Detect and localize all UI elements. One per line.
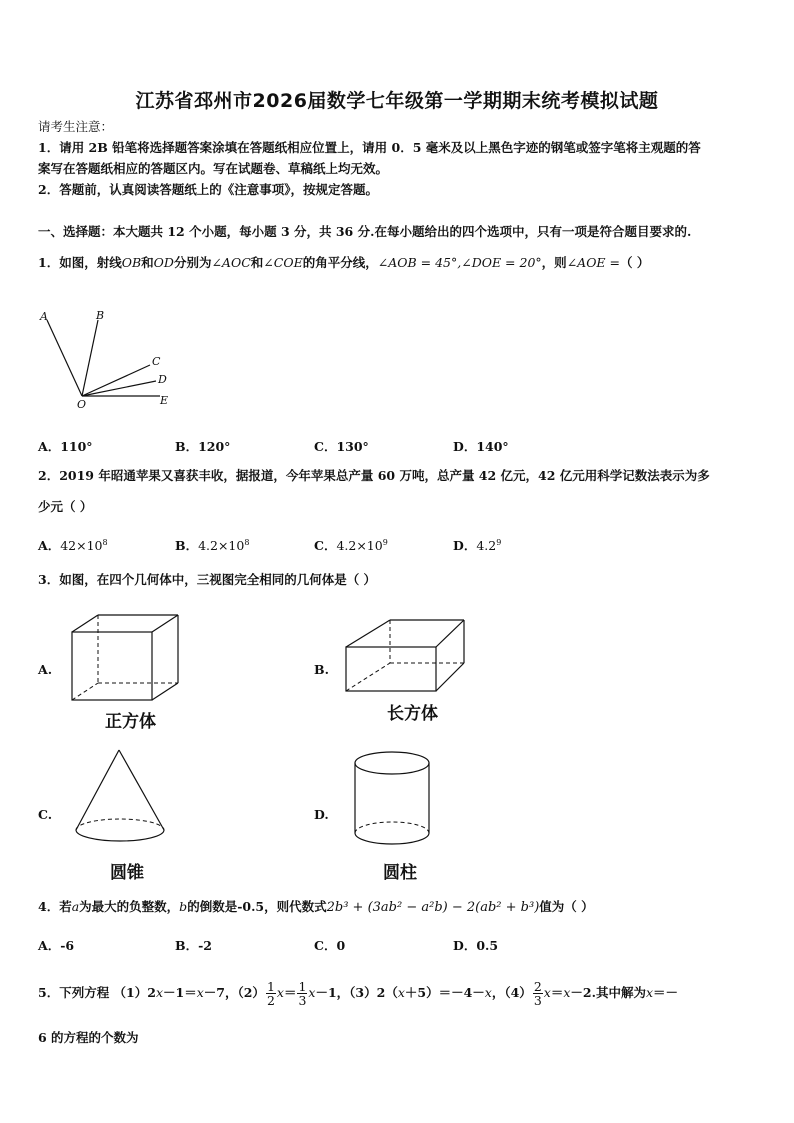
q1-option-a[interactable]: A．110° bbox=[38, 439, 93, 454]
question-2-line-2: 少元（ ） bbox=[38, 499, 93, 514]
angle-diagram bbox=[30, 305, 190, 415]
caption-cuboid: 长方体 bbox=[387, 704, 438, 724]
q1-option-b[interactable]: B．120° bbox=[175, 439, 231, 454]
notice-line-1a: 1．请用 2B 铅笔将选择题答案涂填在答题纸相应位置上，请用 0．5 毫米及以上黑色字迹的钢笔或签字笔将主观题的答 bbox=[38, 140, 701, 155]
caption-cylinder: 圆柱 bbox=[383, 863, 417, 883]
q3-option-a-label[interactable]: A. bbox=[38, 662, 53, 677]
algebraic-expression: 2b³ + (3ab² − a²b) − 2(ab² + b³) bbox=[326, 900, 540, 915]
q3-option-c-label[interactable]: C. bbox=[38, 807, 53, 822]
q2-option-c[interactable]: C．$4.2\times 10^9$ bbox=[314, 537, 388, 553]
label-E: E bbox=[160, 394, 169, 407]
question-3-text: 3．如图，在四个几何体中，三视图完全相同的几何体是（ ） bbox=[38, 572, 377, 587]
q2-option-d[interactable]: D．$4.2^9$ bbox=[453, 537, 502, 553]
page-title: 江苏省邳州市2026届数学七年级第一学期期末统考模拟试题 bbox=[135, 90, 659, 112]
cone-figure bbox=[72, 748, 168, 852]
q1-option-c[interactable]: C．130° bbox=[314, 439, 369, 454]
caption-cube: 正方体 bbox=[105, 712, 156, 732]
notice-line-1b: 案写在答题纸相应的答题区内。写在试题卷、草稿纸上均无效。 bbox=[38, 161, 389, 176]
q2-option-b[interactable]: B．$4.2\times 10^8$ bbox=[175, 537, 250, 553]
section-heading: 一、选择题：本大题共 12 个小题，每小题 3 分，共 36 分.在每小题给出的四个选项中，只有一项是符合题目要求的. bbox=[38, 224, 692, 239]
q4-option-a[interactable]: A．-6 bbox=[38, 938, 75, 953]
label-A: A bbox=[40, 310, 48, 323]
q3-option-d-label[interactable]: D. bbox=[314, 807, 329, 822]
cube-figure bbox=[68, 612, 183, 704]
question-5-line-1: 5．下列方程 （1）2x－1＝x－7，（2） $\frac{1}{2}$ x＝ $\frac{1}{3}$ x－1，（3）2（x＋5）＝－4－x，（4） $\frac{2}{3}$ x＝x－2.其中解为x＝－ bbox=[38, 979, 679, 1008]
q4-option-c[interactable]: C．0 bbox=[314, 938, 346, 953]
q1-option-d[interactable]: D．140° bbox=[453, 439, 509, 454]
cylinder-figure bbox=[351, 749, 433, 853]
caption-cone: 圆锥 bbox=[110, 863, 144, 883]
q4-option-b[interactable]: B．-2 bbox=[175, 938, 212, 953]
question-4-text: 4．若a为最大的负整数，b的倒数是-0.5，则代数式2b³ + (3ab² − a²b) − 2(ab² + b³)值为（ ） bbox=[38, 899, 594, 915]
notice-header: 请考生注意： bbox=[38, 119, 114, 134]
label-B: B bbox=[96, 309, 105, 322]
question-2-line-1: 2．2019 年昭通苹果又喜获丰收，据报道，今年苹果总产量 60 万吨，总产量 42 亿元，42 亿元用科学记数法表示为多 bbox=[38, 468, 710, 483]
cuboid-figure bbox=[342, 617, 468, 695]
notice-line-2: 2．答题前，认真阅读答题纸上的《注意事项》，按规定答题。 bbox=[38, 182, 378, 197]
question-1-text: 1．如图，射线OB和OD分别为∠AOC和∠COE的角平分线，∠AOB = 45°,∠DOE = 20°，则∠AOE =（ ） bbox=[38, 255, 650, 270]
q2-option-a[interactable]: A．$42\times 10^8$ bbox=[38, 537, 108, 553]
label-D: D bbox=[158, 373, 167, 386]
question-5-line-2: 6 的方程的个数为 bbox=[38, 1030, 139, 1045]
label-C: C bbox=[152, 355, 161, 368]
q3-option-b-label[interactable]: B. bbox=[314, 662, 329, 677]
label-O: O bbox=[77, 398, 87, 411]
q4-option-d[interactable]: D．0.5 bbox=[453, 938, 499, 953]
